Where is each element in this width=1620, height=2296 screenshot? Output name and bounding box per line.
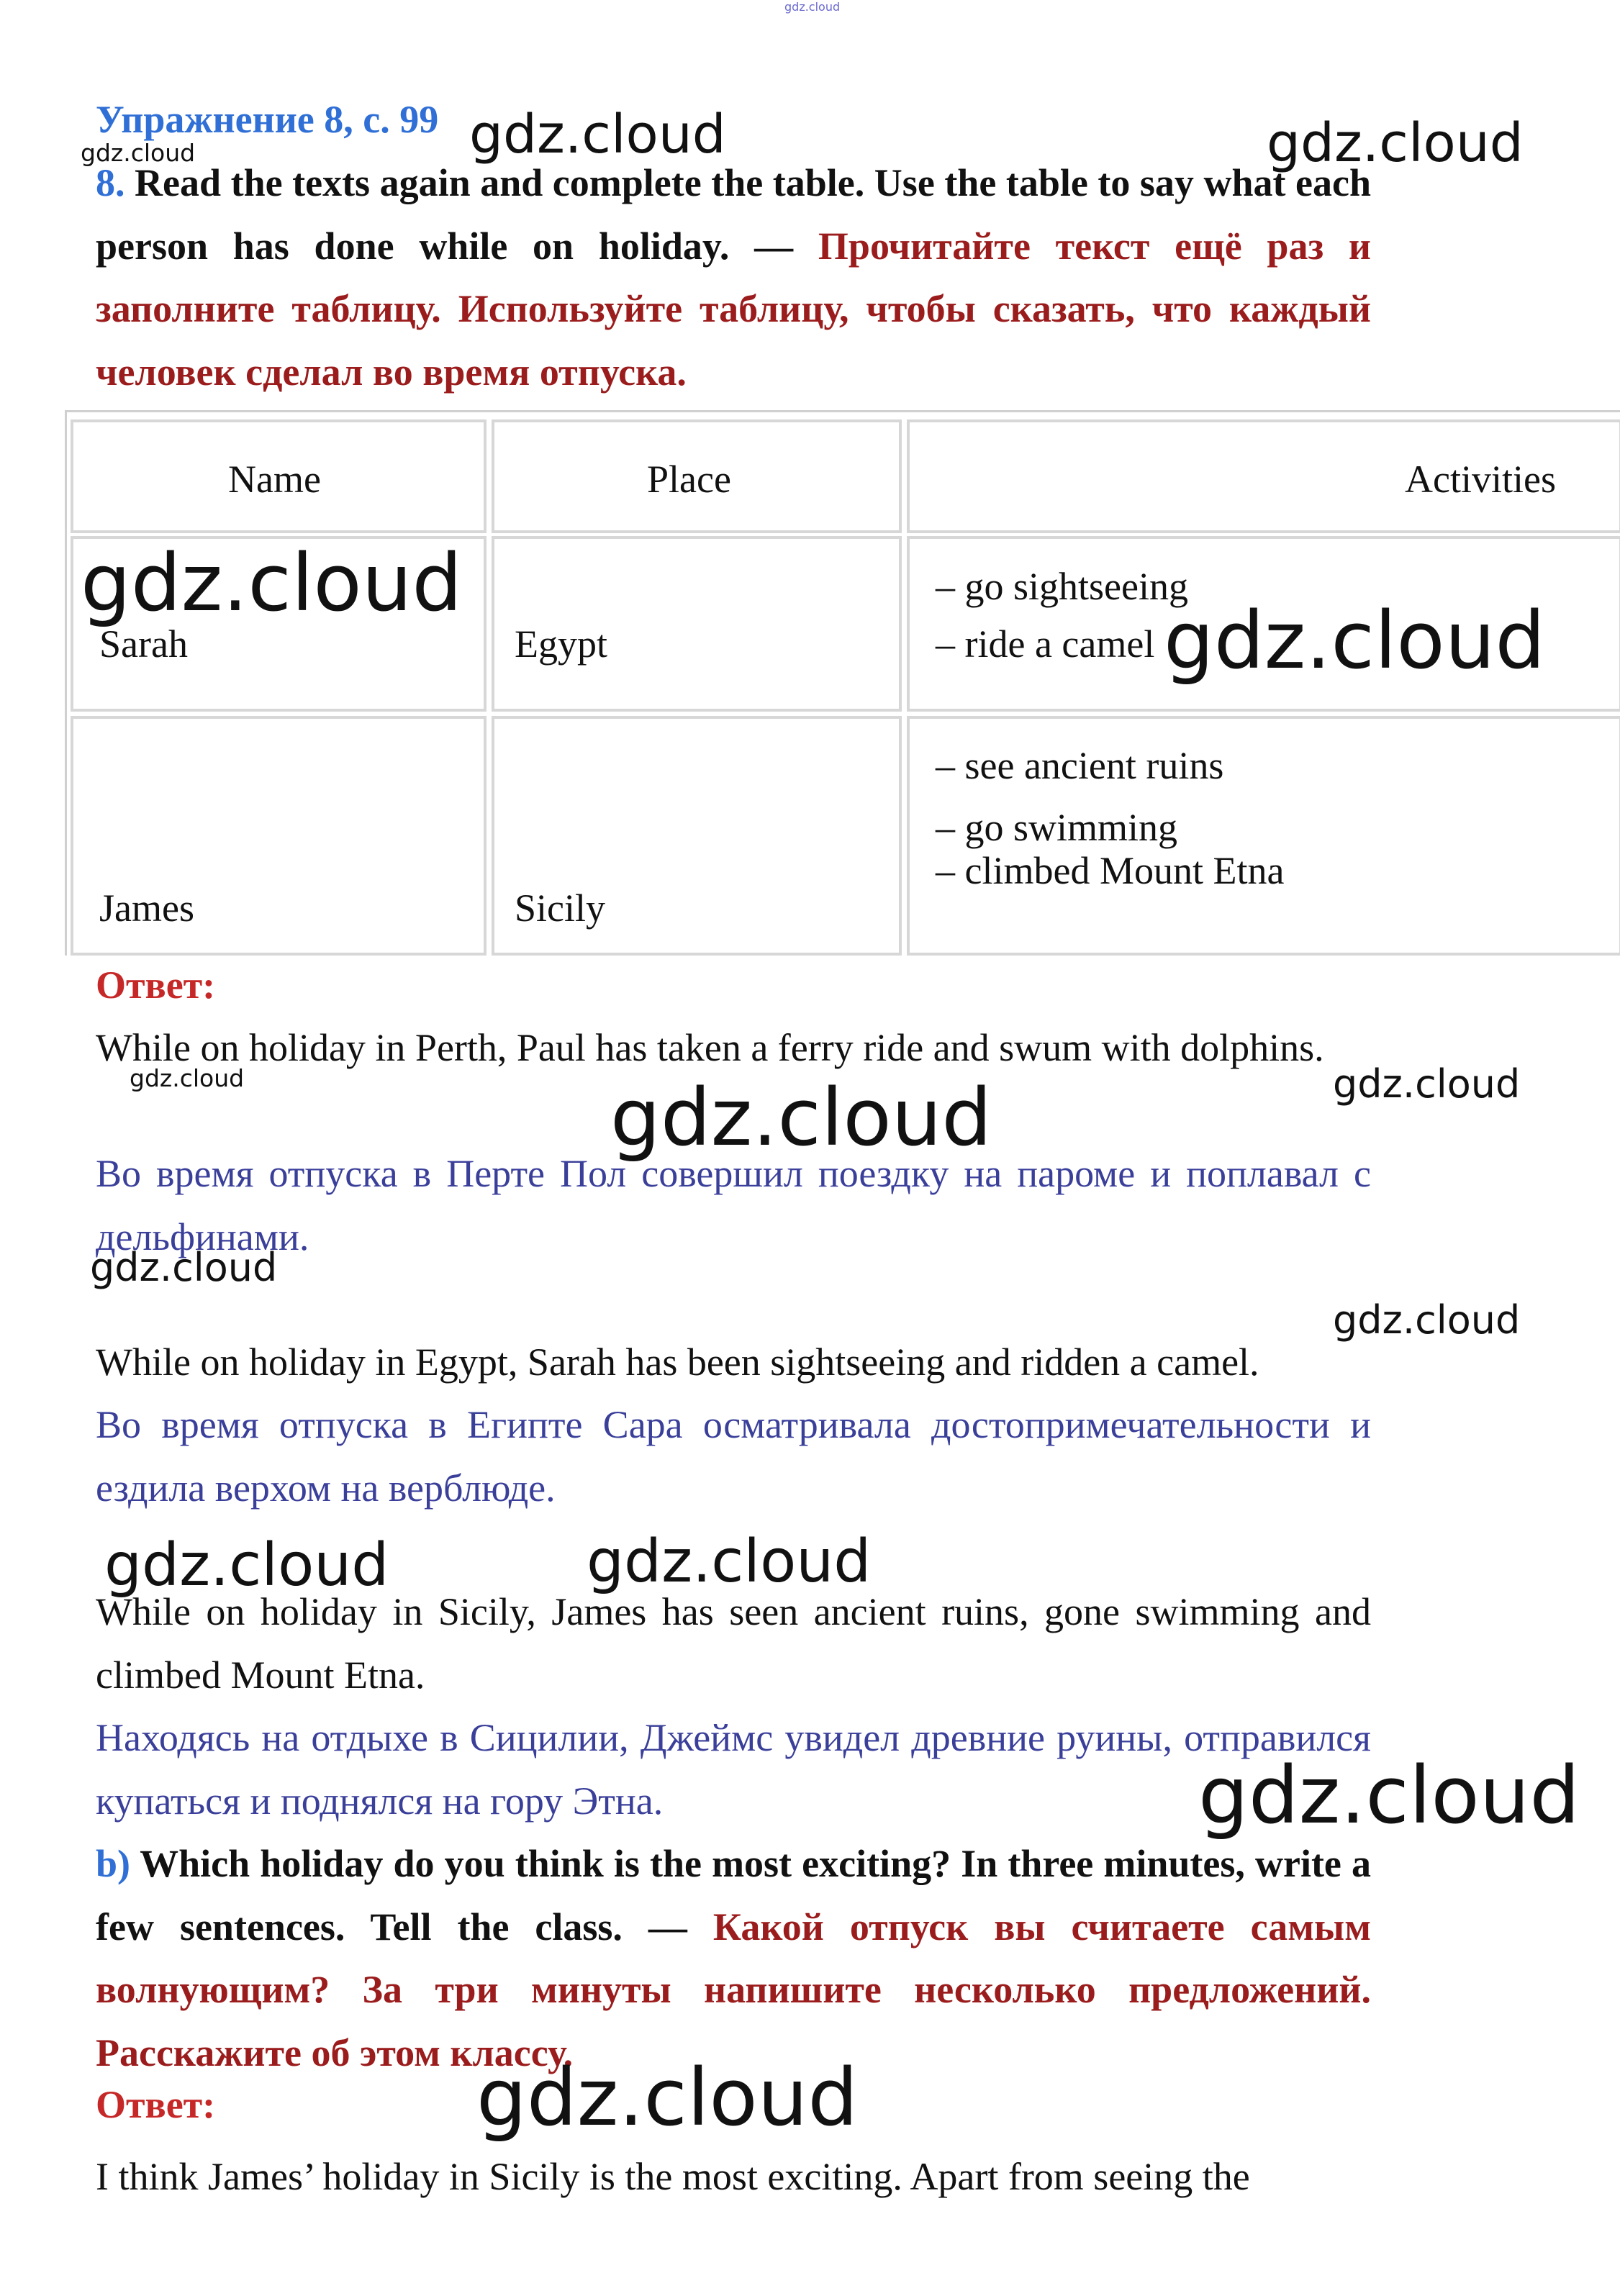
task-8-text [96, 152, 1371, 404]
task-b-letter: b) [96, 1842, 131, 1885]
answer-russian: Во время отпуска в Египте Сара осматривала достопримечательности и ездила верхом на верблюде. [96, 1403, 1371, 1510]
table-header-cell [907, 419, 1620, 533]
watermark: gdz.cloud [81, 139, 196, 167]
watermark: gdz.cloud [610, 1071, 992, 1163]
task-b-russian: Какой отпуск вы считаете самым волнующим? За три минуты напишите несколько предложений. Расскажите об этом классу. [96, 1905, 1371, 2074]
header-name: Name [228, 458, 321, 501]
answer-label: Ответ: [96, 2083, 216, 2126]
table-header-cell [71, 419, 487, 533]
watermark: gdz.cloud [1267, 112, 1524, 174]
cell-name: Sarah [99, 622, 188, 666]
task-russian: Прочитайте текст ещё раз и заполните таблицу. Используйте таблицу, чтобы сказать, что каждый человек сделал во время отпуска. [96, 224, 1372, 394]
watermark: gdz.cloud [1198, 1749, 1580, 1841]
task-b-english: Which holiday do you think is the most exciting? In three minutes, write a few sentences. Tell the class. — [96, 1842, 1371, 1948]
cell-activity: – go sightseeing [936, 565, 1188, 608]
cell-place: Egypt [515, 622, 607, 666]
cell-place: Sicily [515, 886, 606, 930]
watermark: gdz.cloud [476, 2051, 859, 2143]
answer-russian: Находясь на отдыхе в Сицилии, Джеймс увидел древние руины, отправился купаться и поднялся на гору Этна. [96, 1716, 1371, 1823]
answer-paragraph [96, 1394, 1371, 1520]
watermark: gdz.cloud [104, 1531, 389, 1600]
answer-english: While on holiday in Perth, Paul has taken a ferry ride and swum with dolphins. [96, 1026, 1324, 1069]
cell-name: James [99, 886, 194, 930]
watermark: gdz.cloud [81, 537, 463, 629]
task-number: 8. [96, 161, 125, 204]
table-row [907, 716, 1620, 956]
answer-russian: Во время отпуска в Перте Пол совершил поездку на пароме и поплавал с дельфинами. [96, 1152, 1371, 1258]
table-row [71, 716, 487, 956]
watermark: gdz.cloud [1164, 594, 1546, 686]
exercise-heading: Упражнение 8, с. 99 [96, 98, 439, 141]
top-watermark: gdz.cloud [784, 0, 841, 14]
cell-activity: – go swimming [936, 806, 1178, 849]
cell-activity: – ride a camel [936, 622, 1155, 666]
watermark: gdz.cloud [469, 104, 726, 165]
header-place: Place [647, 458, 731, 501]
answer-b-english: I think James’ holiday in Sicily is the most exciting. Apart from seeing the [96, 2155, 1250, 2198]
answer-label: Ответ: [96, 963, 216, 1007]
header-activities: Activities [1405, 458, 1556, 501]
task-b-text [96, 1833, 1371, 2084]
watermark: gdz.cloud [1333, 1297, 1521, 1343]
watermark: gdz.cloud [1333, 1061, 1521, 1107]
answer-paragraph [96, 1331, 1371, 1394]
table-row [492, 716, 902, 956]
answer-paragraph [96, 1581, 1371, 1707]
cell-activity: – climbed Mount Etna [936, 849, 1285, 892]
answer-english: While on holiday in Egypt, Sarah has been sightseeing and ridden a camel. [96, 1340, 1259, 1384]
answer-paragraph [96, 1017, 1371, 1080]
answer-paragraph [96, 2146, 1371, 2209]
watermark: gdz.cloud [587, 1528, 872, 1596]
cell-activity: – see ancient ruins [936, 744, 1224, 787]
task-english: Read the texts again and complete the table. Use the table to say what each person has done while on holiday. — [96, 161, 1371, 268]
watermark: gdz.cloud [130, 1064, 245, 1092]
answer-paragraph [96, 1707, 1371, 1833]
table-row [492, 536, 902, 712]
table-header-cell [492, 419, 902, 533]
answer-english: While on holiday in Sicily, James has seen ancient ruins, gone swimming and climbed Mount Etna. [96, 1590, 1371, 1697]
watermark: gdz.cloud [90, 1245, 278, 1290]
